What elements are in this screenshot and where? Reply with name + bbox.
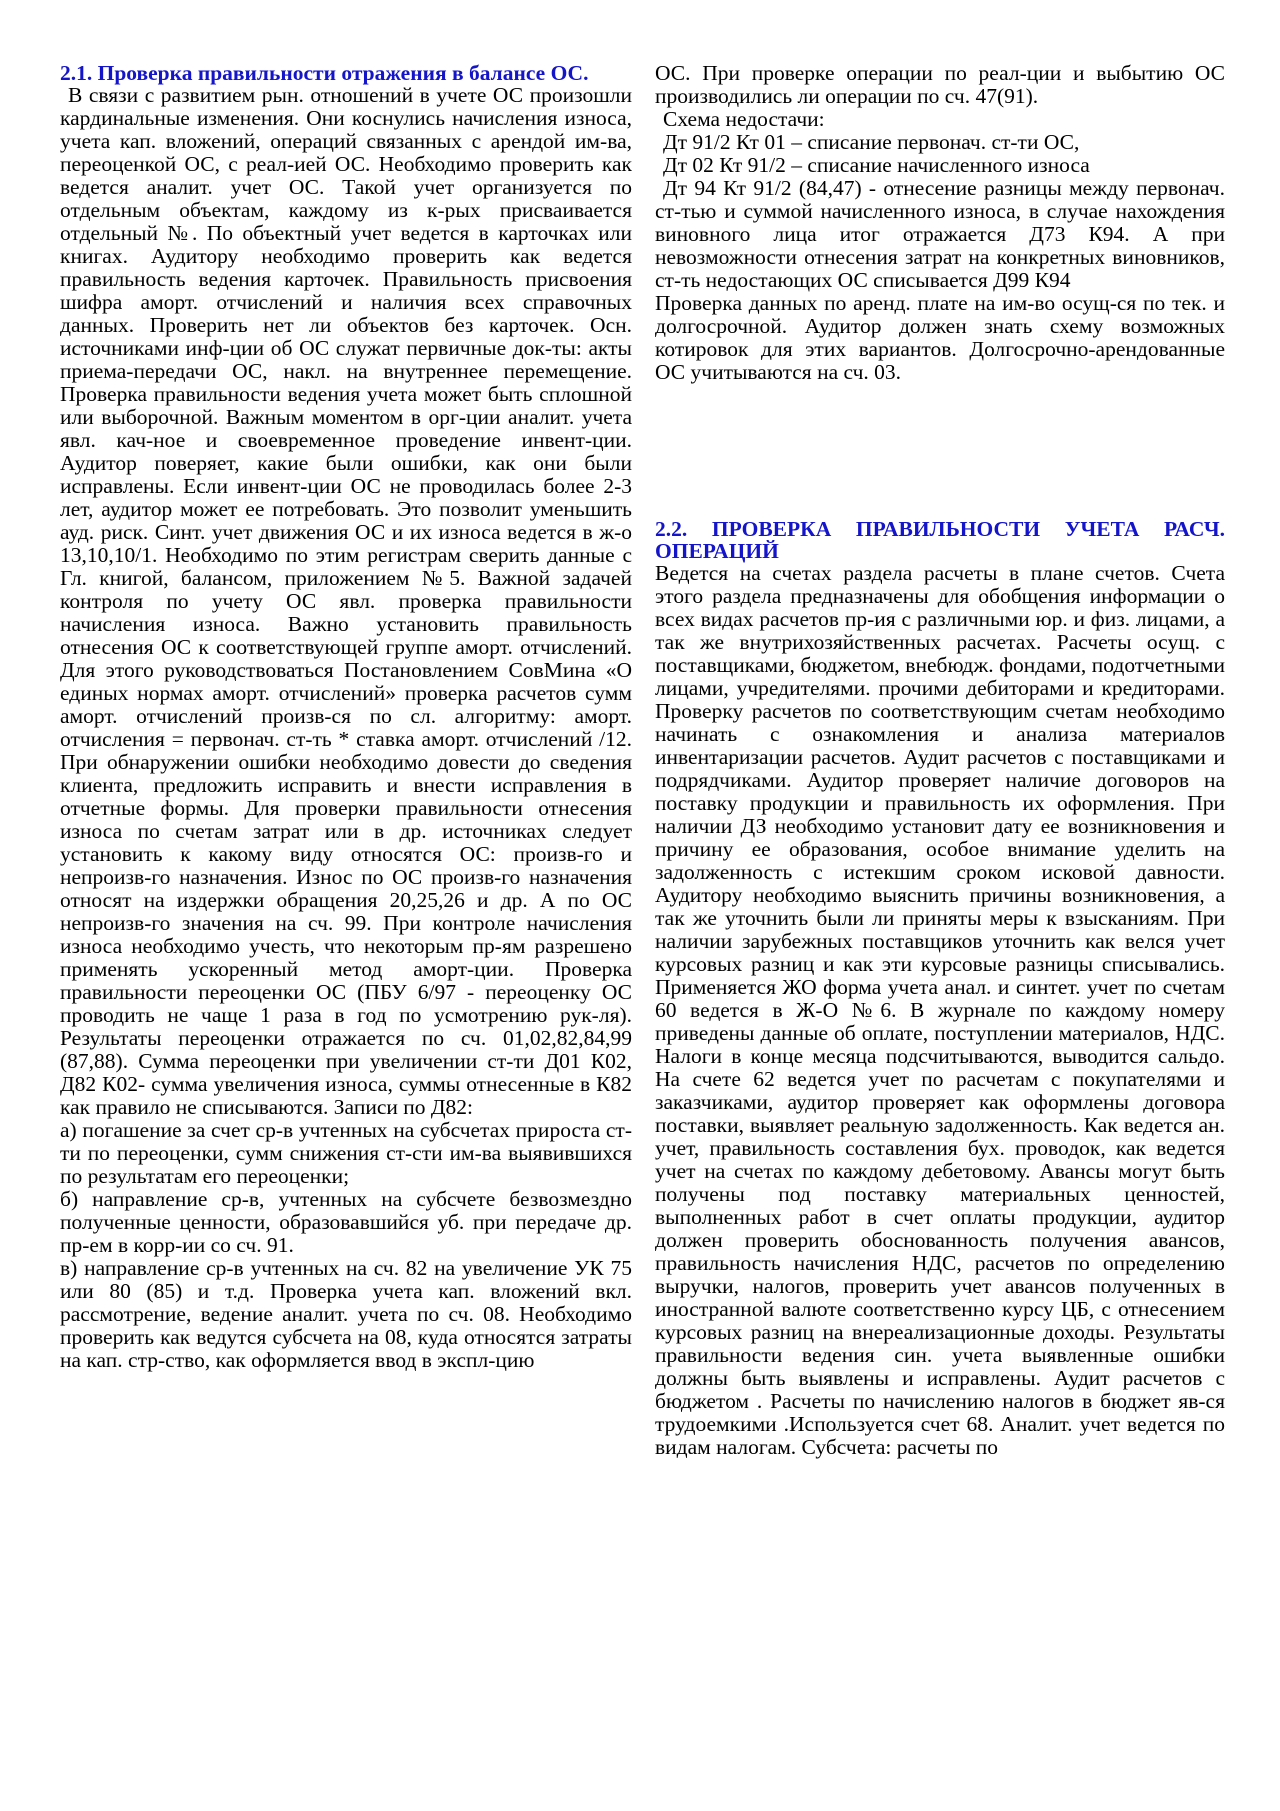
section-gap [655, 384, 1225, 518]
paragraph: Дт 94 Кт 91/2 (84,47) - отнесение разницы между первонач. ст-тью и суммой начисленного износа, в случае нахождения виновного лица итог отражается Д73 К94. А при невозможности отнесения затрат на конкретных виновников, ст-ть недостающих ОС списывается Д99 К94 [655, 176, 1225, 292]
paragraph: ОС. При проверке операции по реал-ции и выбытию ОС производились ли операции по сч. 47(91). [655, 61, 1225, 108]
paragraph: Проверка данных по аренд. плате на им-во осущ-ся по тек. и долгосрочной. Аудитор должен знать схему возможных котировок для этих вариантов. Долгосрочно-арендованные ОС учитываются на сч. 03. [655, 291, 1225, 384]
paragraph: а) погашение за счет ср-в учтенных на субсчетах прироста ст-ти по переоценки, сумм снижения ст-сти им-ва выявившихся по результатам его переоценки; [60, 1118, 632, 1188]
paragraph: Дт 02 Кт 91/2 – списание начисленного износа [663, 153, 1090, 177]
right-column [655, 62, 1225, 1459]
paragraph: б) направление ср-в, учтенных на субсчете безвозмездно полученные ценности, образовавшийся уб. при передаче др. пр-ем в корр-ии со сч. 91. [60, 1187, 632, 1257]
section-heading-2-2: 2.2. ПРОВЕРКА ПРАВИЛЬНОСТИ УЧЕТА РАСЧ. ОПЕРАЦИЙ [655, 517, 1225, 563]
paragraph: Дт 91/2 Кт 01 – списание первонач. ст-ти ОС, [663, 130, 1080, 154]
paragraph: в) направление ср-в учтенных на сч. 82 на увеличение УК 75 или 80 (85) и т.д. Проверка учета кап. вложений вкл. рассмотрение, ведение аналит. учета по сч. 08. Необходимо проверить как ведутся субсчета на 08, куда относятся затраты на кап. стр-ство, как оформляется ввод в экспл-цию [60, 1256, 632, 1372]
paragraph: Ведется на счетах раздела расчеты в плане счетов. Счета этого раздела предназначены для обобщения информации о всех видах расчетов пр-ия с различными юр. и физ. лицами, а так же внутрихозяйственных расчетах. Расчеты осущ. с поставщиками, бюджетом, внебюдж. фондами, подотчетными лицами, учредителями. прочими дебиторами и кредиторами. Проверку расчетов по соответствующим счетам необходимо начинать с ознакомления и анализа материалов инвентаризации расчетов. Аудит расчетов с поставщиками и подрядчиками. Аудитор проверяет наличие договоров на поставку продукции и правильность их оформления. При наличии ДЗ необходимо установит дату ее возникновения и причину ее образования, особое внимание уделить на задолженность с истекшим сроком исковой давности. Аудитору необходимо выяснить причины возникновения, а так же уточнить были ли приняты меры к взысканиям. При наличии зарубежных поставщиков уточнить как велся учет курсовых разниц и как эти курсовые разницы списывались. Применяется ЖО форма учета анал. и синтет. учет по счетам 60 ведется в Ж-О №6. В журнале по каждому номеру приведены данные об оплате, поступлении материалов, НДС. Налоги в конце месяца подсчитываются, выводится сальдо. На счете 62 ведется учет по расчетам с покупателями и заказчиками, аудитор проверяет как оформлены договора поставки, выявляет реальную задолженность. Как ведется ан. учет, правильность составления бух. проводок, как ведется учет на счетах по каждому дебетовому. Авансы могут быть получены под поставку материальных ценностей, выполненных работ в счет оплаты продукции, аудитор должен проверить обоснованность получения авансов, правильность начисления НДС, расчетов по определению выручки, налогов, проверить учет авансов полученных в иностранной валюте соответственно курсу ЦБ, с отнесением курсовых разниц на внереализационные доходы. Результаты правильности ведения син. учета выявленные ошибки должны быть выявлены и исправлены. Аудит расчетов с бюджетом . Расчеты по начислению налогов в бюджет яв-ся трудоемкими .Используется счет 68. Аналит. учет ведется по видам налогам. Субсчета: расчеты по [655, 561, 1225, 1459]
paragraph: Схема недостачи: [663, 107, 825, 131]
section-heading-2-1: 2.1. Проверка правильности отражения в балансе ОС. [60, 61, 589, 85]
paragraph: В связи с развитием рын. отношений в учете ОС произошли кардинальные изменения. Они коснулись начисления износа, учета кап. вложений, операций связанных с арендой им-ва, переоценкой ОС, с реал-ией ОС. Необходимо проверить как ведется аналит. учет ОС. Такой учет организуется по отдельным объектам, каждому из к-рых присваивается отдельный №. По объектный учет ведется в карточках или книгах. Аудитору необходимо проверить как ведется правильность ведения карточек. Правильность присвоения шифра аморт. отчислений и наличия всех справочных данных. Проверить нет ли объектов без карточек. Осн. источниками инф-ции об ОС служат первичные док-ты: акты приема-передачи ОС, накл. на внутреннее перемещение. Проверка правильности ведения учета может быть сплошной или выборочной. Важным моментом в орг-ции аналит. учета явл. кач-ное и своевременное проведение инвент-ции. Аудитор поверяет, какие были ошибки, как они были исправлены. Если инвент-ции ОС не проводилась более 2-3 лет, аудитор может ее потребовать. Это позволит уменьшить ауд. риск. Синт. учет движения ОС и их износа ведется в ж-о 13,10,10/1. Необходимо по этим регистрам сверить данные с Гл. книгой, балансом, приложением №5. Важной задачей контроля по учету ОС явл. проверка правильности начисления износа. Важно установить правильность отнесения ОС к соответствующей группе аморт. отчислений. Для этого руководствоваться Постановлением СовМина «О единых нормах аморт. отчислений» проверка расчетов сумм аморт. отчислений произв-ся по сл. алгоритму: аморт. отчисления = первонач. ст-ть * ставка аморт. отчислений /12. При обнаружении ошибки необходимо довести до сведения клиента, предложить исправить и внести исправления в отчетные формы. Для проверки правильности отнесения износа по счетам затрат или в др. источниках следует установить к какому виду относятся ОС: произв-го и непроизв-го назначения. Износ по ОС произв-го назначения относят на издержки обращения 20,25,26 и др. А по ОС непроизв-го значения на сч. 99. При контроле начисления износа необходимо учесть, что некоторым пр-ям разрешено применять ускоренный метод аморт-ции. Проверка правильности переоценки ОС (ПБУ 6/97 - переоценку ОС проводить не чаще 1 раза в год по усмотрению рук-ля). Результаты переоценки отражается по сч. 01,02,82,84,99 (87,88). Сумма переоценки при увеличении ст-ти Д01 К02, Д82 К02- сумма увеличения износа, суммы отнесенные в К82 как правило не списываются. Записи по Д82: [60, 83, 632, 1119]
left-column [60, 62, 632, 1372]
